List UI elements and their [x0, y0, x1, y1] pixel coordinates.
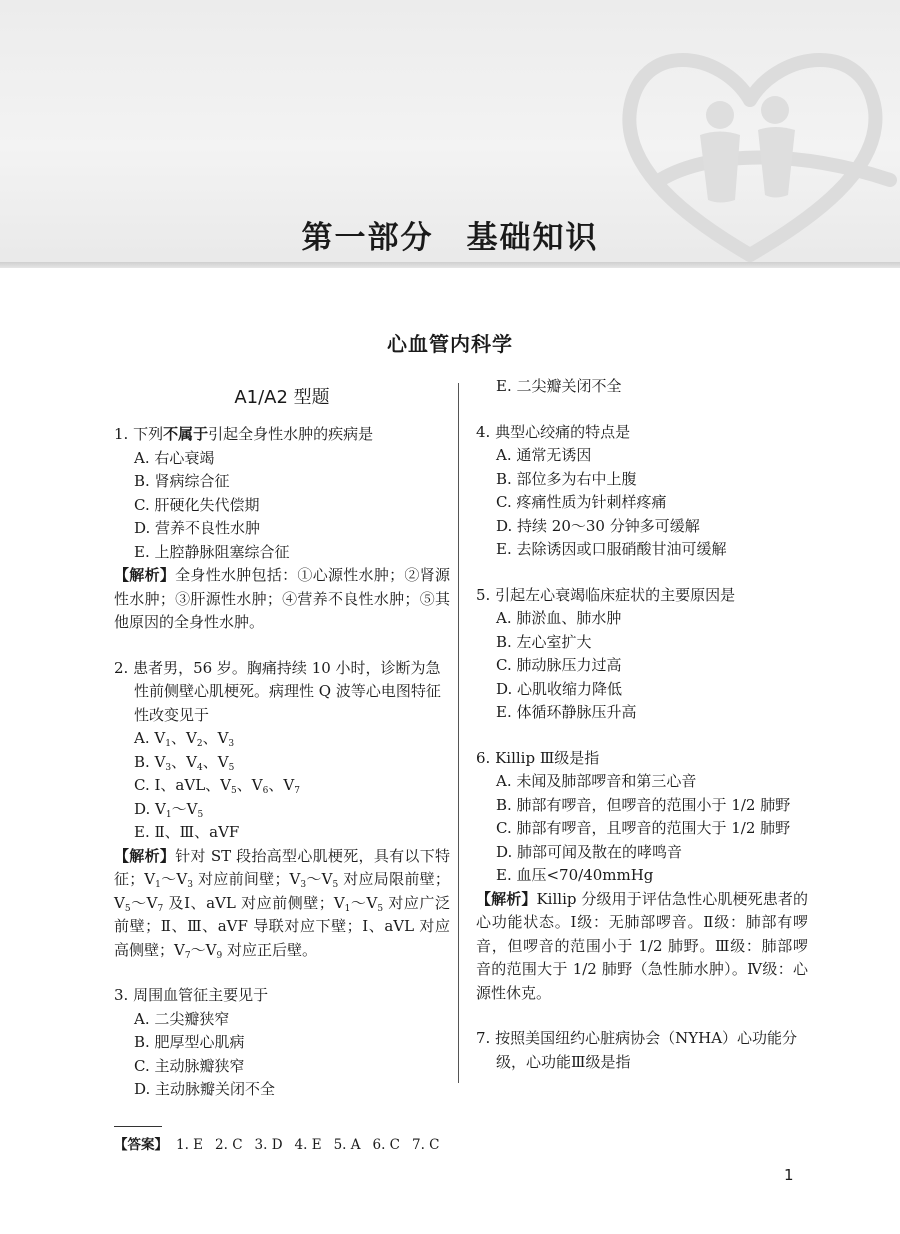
- question-stem: 3. 周围血管征主要见于: [114, 986, 269, 1004]
- explanation: 【解析】Killip 分级用于评估急性心肌梗死患者的心功能状态。Ⅰ级：无肺部啰音。Ⅱ级：肺部有啰音，但啰音的范围小于 1/2 肺野。Ⅲ级：肺部啰音的范围大于 1/2 肺野（急性肺水肿）。Ⅳ级：心源性休克。: [476, 889, 808, 1002]
- option-e: E. 二尖瓣关闭不全: [496, 377, 622, 395]
- answer-item: 5. A: [333, 1137, 361, 1153]
- option-c: C. 肝硬化失代偿期: [134, 495, 260, 514]
- option-d: D. 心肌收缩力降低: [496, 679, 623, 698]
- option-c: C. 肺动脉压力过高: [496, 656, 622, 674]
- question-stem: 5. 引起左心衰竭临床症状的主要原因是: [476, 585, 736, 604]
- answer-divider: [114, 1126, 162, 1127]
- option-d: D. $V_1\sim V_5$: [134, 799, 204, 820]
- option-c: C. 肺部有啰音，且啰音的范围大于 1/2 肺野: [496, 819, 791, 837]
- option-d: D. 主动脉瓣关闭不全: [134, 1080, 276, 1098]
- banner-divider: [0, 262, 900, 268]
- question-3-continued: [476, 375, 808, 399]
- option-b: B. 肥厚型心肌病: [134, 1033, 245, 1051]
- question-1: [114, 423, 450, 635]
- question-5: [476, 584, 808, 725]
- option-b: B. $V_3$、$V_4$、$V_5$: [134, 752, 235, 773]
- question-stem: 4. 典型心绞痛的特点是: [476, 422, 631, 441]
- question-7: [476, 1027, 808, 1074]
- question-2: [114, 657, 450, 963]
- left-column: [114, 387, 450, 1124]
- option-b: B. 肺部有啰音，但啰音的范围小于 1/2 肺野: [496, 795, 791, 814]
- question-6: [476, 747, 808, 1006]
- option-c: C. 主动脉瓣狭窄: [134, 1056, 245, 1075]
- question-4: [476, 421, 808, 562]
- right-column: [476, 375, 808, 1096]
- answer-item: 3. D: [254, 1137, 283, 1153]
- option-e: E. 去除诱因或口服硝酸甘油可缓解: [496, 540, 727, 558]
- option-d: D. 营养不良性水肿: [134, 519, 261, 537]
- question-type-title: A1/A2 型题: [234, 387, 330, 408]
- explanation: 【解析】全身性水肿包括：①心源性水肿；②肾源性水肿；③肝源性水肿；④营养不良性水肿；⑤其他原因的全身性水肿。: [114, 566, 450, 631]
- option-c: C. Ⅰ、aVL、$V_5$、$V_6$、$V_7$: [134, 776, 300, 796]
- answer-key: [114, 1133, 452, 1153]
- option-a: A. $V_1$、$V_2$、$V_3$: [134, 729, 235, 749]
- answer-item: 7. C: [412, 1137, 440, 1153]
- option-d: D. 肺部可闻及散在的哮鸣音: [496, 842, 683, 861]
- option-b: B. 肾病综合征: [134, 472, 230, 490]
- option-a: A. 二尖瓣狭窄: [134, 1009, 230, 1028]
- answer-label: 【答案】: [114, 1137, 168, 1153]
- option-e: E. Ⅱ、Ⅲ、aVF: [134, 823, 240, 841]
- option-e: E. 血压<70/40mmHg: [496, 866, 654, 884]
- part-title: 第一部分 基础知识: [301, 220, 599, 256]
- question-stem: 7. 按照美国纽约心脏病协会（NYHA）心功能分级，心功能Ⅲ级是指: [476, 1029, 798, 1071]
- answer-item: 2. C: [215, 1137, 243, 1153]
- question-stem: 2. 患者男，56 岁。胸痛持续 10 小时，诊断为急性前侧壁心肌梗死。病理性 Q 波等心电图特征性改变见于: [114, 658, 441, 724]
- option-a: A. 右心衰竭: [134, 448, 215, 467]
- option-a: A. 通常无诱因: [496, 446, 592, 464]
- page-number: 1: [784, 1166, 794, 1184]
- question-stem: 1. 下列不属于引起全身性水肿的疾病是: [114, 425, 374, 443]
- option-c: C. 疼痛性质为针刺样疼痛: [496, 493, 667, 511]
- option-a: A. 肺淤血、肺水肿: [496, 609, 622, 627]
- option-b: B. 左心室扩大: [496, 632, 592, 651]
- explanation: 【解析】针对 ST 段抬高型心肌梗死，具有以下特征；$V_1\sim V_3$ 对应前间壁；$V_3\sim V_5$ 对应局限前壁；$V_5\sim V_7$ 及Ⅰ、aVL 对应前侧壁；$V_1\sim V_5$ 对应广泛前壁；Ⅱ、Ⅲ、aVF 导联对应下壁；Ⅰ、aVL 对应高侧壁；$V_7\sim V_9$ 对应正后壁。: [114, 846, 450, 961]
- option-e: E. 体循环静脉压升高: [496, 703, 637, 721]
- column-divider: [458, 383, 459, 1083]
- answer-item: 6. C: [372, 1137, 401, 1153]
- option-a: A. 未闻及肺部啰音和第三心音: [496, 772, 697, 790]
- answer-item: 4. E: [294, 1137, 322, 1153]
- answer-item: 1. E: [176, 1137, 204, 1153]
- option-d: D. 持续 20～30 分钟多可缓解: [496, 516, 700, 535]
- question-3: [114, 984, 450, 1102]
- section-title: 心血管内科学: [387, 332, 513, 356]
- question-stem: 6. Killip Ⅲ级是指: [476, 748, 600, 767]
- option-e: E. 上腔静脉阻塞综合征: [134, 542, 290, 561]
- option-b: B. 部位多为右中上腹: [496, 469, 637, 488]
